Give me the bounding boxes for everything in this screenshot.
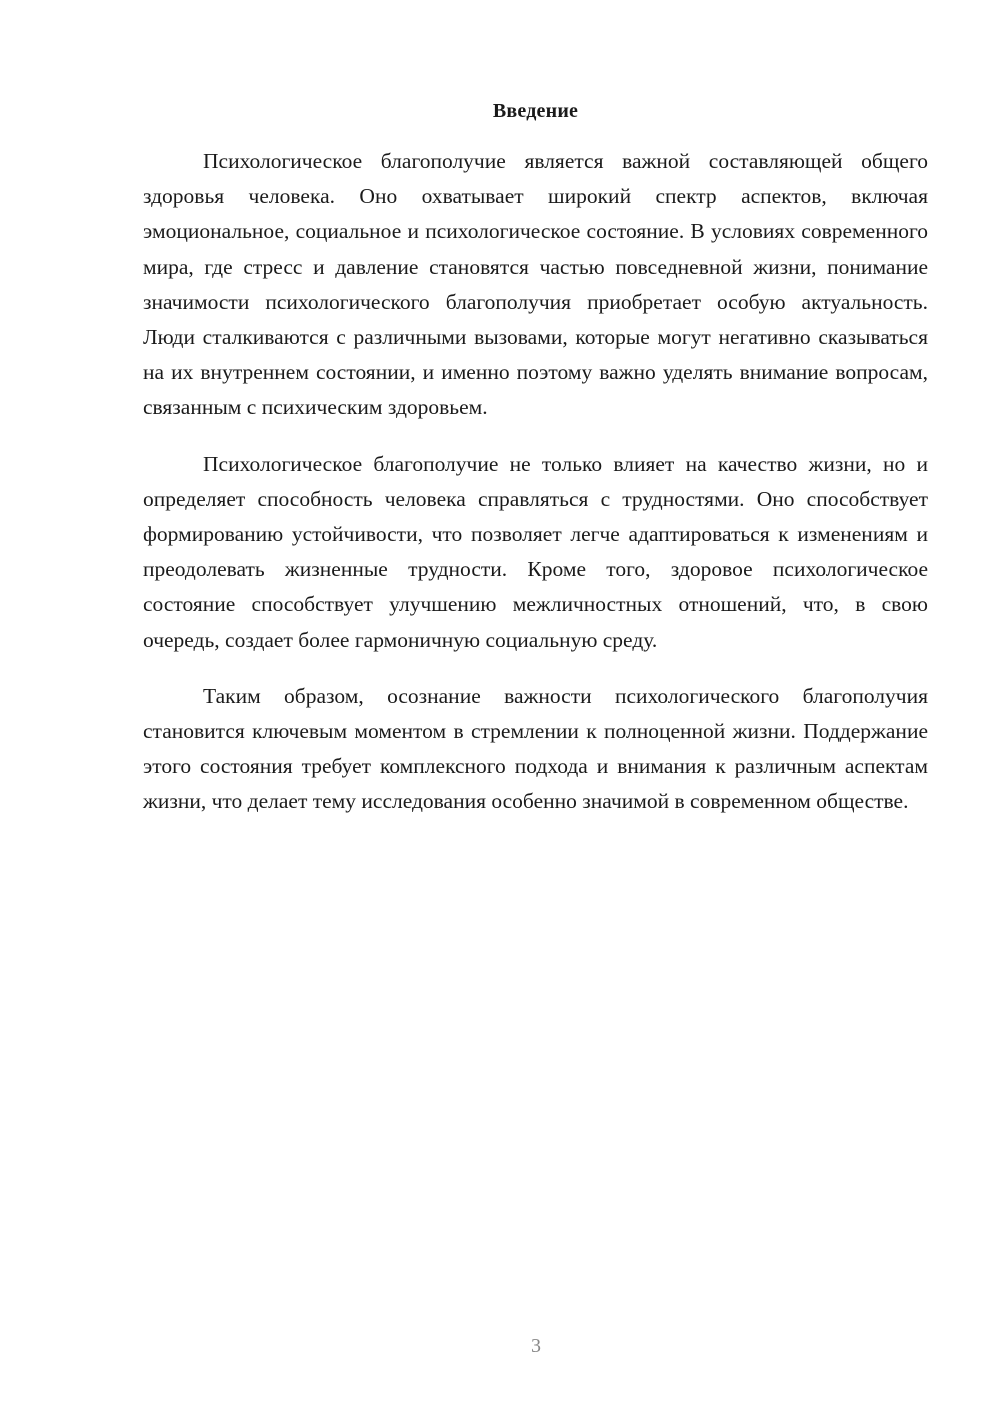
page-number: 3 xyxy=(531,1335,541,1357)
paragraph-3: Таким образом, осознание важности психологического благополучия становится ключевым моментом в стремлении к полноценной жизни. Поддержание этого состояния требует комплексного подхода и внимания к различным аспектам жизни, что делает тему исследования особенно значимой в современном обществе. xyxy=(143,683,928,814)
section-heading: Введение xyxy=(492,100,579,122)
page-content xyxy=(143,94,928,841)
paragraph-1: Психологическое благополучие является важной составляющей общего здоровья человека. Оно охватывает широкий спектр аспектов, включая эмоциональное, социальное и психологическое состояние. В условиях современного мира, где стресс и давление становятся частью повседневной жизни, понимание значимости психологического благополучия приобретает особую актуальность. Люди сталкиваются с различными вызовами, которые могут негативно сказываться на их внутреннем состоянии, и именно поэтому важно уделять внимание вопросам, связанным с психическим здоровьем. xyxy=(143,149,928,420)
paragraph-2: Психологическое благополучие не только влияет на качество жизни, но и определяет способность человека справляться с трудностями. Оно способствует формированию устойчивости, что позволяет легче адаптироваться к изменениям и преодолевать жизненные трудности. Кроме того, здоровое психологическое состояние способствует улучшению межличностных отношений, что, в свою очередь, создает более гармоничную социальную среду. xyxy=(143,451,928,652)
